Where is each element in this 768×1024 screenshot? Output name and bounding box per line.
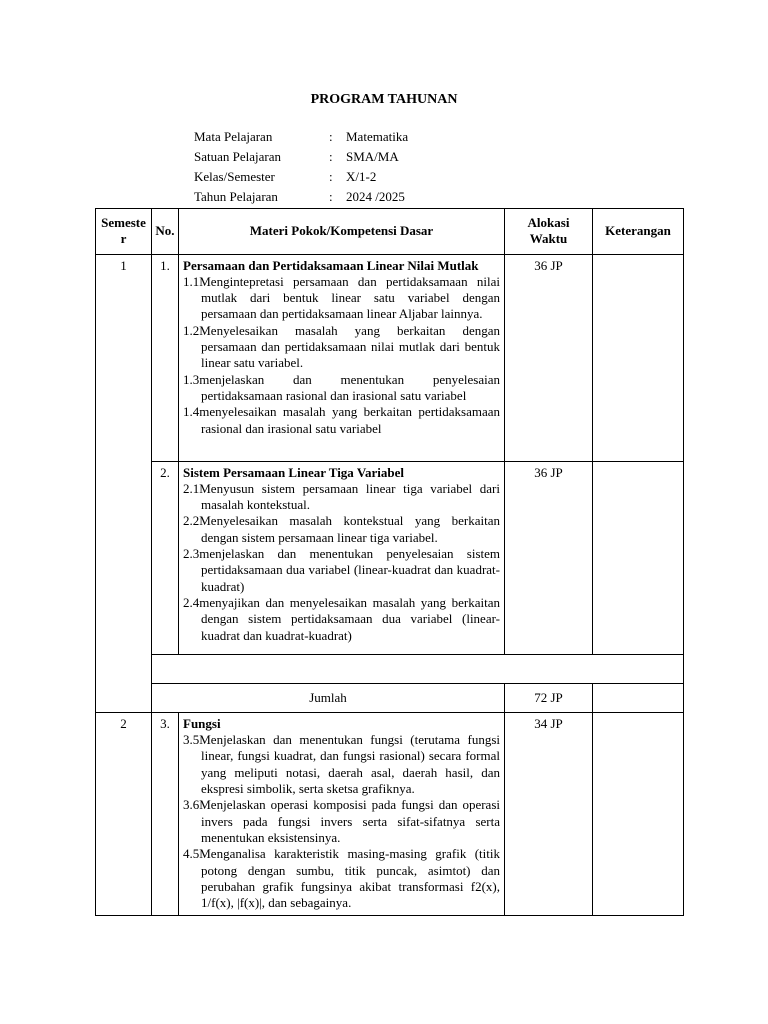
row-number: 2. (152, 461, 179, 654)
materi-cell (179, 254, 505, 461)
header-materi: Materi Pokok/Kompetensi Dasar (179, 209, 505, 255)
row-number: 3. (152, 712, 179, 915)
meta-row-tahun-pelajaran (194, 188, 408, 208)
kd-item: 1.1Mengintepretasi persamaan dan pertidaksamaan nilai mutlak dari bentuk linear satu variabel dengan persamaan dan pertidaksamaan linear Aljabar lainnya. (183, 273, 500, 322)
meta-colon: : (329, 189, 333, 204)
kd-item: 1.4menyelesaikan masalah yang berkaitan pertidaksamaan rasional dan irasional satu variabel (183, 404, 500, 436)
keterangan-cell (593, 254, 684, 461)
header-keterangan: Keterangan (593, 209, 684, 255)
header-alokasi: Alokasi Waktu (505, 209, 593, 255)
topic-title: Fungsi (183, 715, 221, 731)
meta-row-mata-pelajaran (194, 128, 408, 148)
materi-cell (179, 461, 505, 654)
kd-item: 1.2Menyelesaikan masalah yang berkaitan dengan persamaan dan pertidaksamaan nilai mutlak dari bentuk linear satu variabel. (183, 322, 500, 371)
page-title: PROGRAM TAHUNAN (310, 92, 458, 107)
alokasi-cell: 34 JP (505, 712, 593, 915)
topic-title: Persamaan dan Pertidaksamaan Linear Nilai Mutlak (183, 257, 479, 273)
semester-cell: 2 (96, 712, 152, 915)
kd-item: 4.5Menganalisa karakteristik masing-masing grafik (titik potong dengan sumbu, titik puncak, asimtot) dan perubahan grafik fungsinya akibat transformasi f2(x), 1/f(x), |f(x)|, dan sebagainya. (183, 846, 500, 911)
meta-colon: : (329, 149, 333, 164)
keterangan-cell (593, 461, 684, 654)
jumlah-row (96, 683, 684, 712)
table-row (96, 461, 684, 654)
header-no: No. (152, 209, 179, 255)
jumlah-value: 72 JP (505, 683, 593, 712)
table-header-row (96, 209, 684, 255)
program-table (95, 208, 684, 916)
spacer-row (96, 654, 684, 683)
kd-item: 3.6Menjelaskan operasi komposisi pada fungsi dan operasi invers pada fungsi invers serta sifat-sifatnya serta menentukan eksistensinya. (183, 797, 500, 845)
meta-colon: : (329, 169, 333, 184)
materi-cell (179, 712, 505, 915)
meta-colon: : (329, 129, 333, 144)
row-number: 1. (152, 254, 179, 461)
meta-row-kelas-semester (194, 168, 408, 188)
alokasi-cell: 36 JP (505, 254, 593, 461)
jumlah-label: Jumlah (152, 683, 505, 712)
keterangan-cell (593, 712, 684, 915)
kd-item: 2.2Menyelesaikan masalah kontekstual yang berkaitan dengan sistem persamaan linear tiga variabel. (183, 513, 500, 545)
kd-item: 1.3menjelaskan dan menentukan penyelesaian pertidaksamaan rasional dan irasional satu variabel (183, 371, 500, 403)
table-row (96, 712, 684, 915)
meta-value: Matematika (346, 129, 409, 144)
meta-label: Mata Pelajaran (194, 129, 273, 144)
document-meta (194, 128, 408, 208)
kd-item: 2.4menyajikan dan menyelesaikan masalah yang berkaitan dengan sistem pertidaksamaan dua variabel (linear-kuadrat dan kuadrat-kuadrat) (183, 594, 500, 643)
meta-label: Kelas/Semester (194, 169, 275, 184)
kd-item: 3.5Menjelaskan dan menentukan fungsi (terutama fungsi linear, fungsi kuadrat, dan fungsi rasional) secara formal yang meliputi notasi, daerah asal, daerah hasil, dan ekspresi simbolik, serta sketsa grafiknya. (183, 732, 500, 797)
meta-label: Tahun Pelajaran (194, 189, 278, 204)
jumlah-keterangan (593, 683, 684, 712)
kd-item: 2.3menjelaskan dan menentukan penyelesaian sistem pertidaksamaan dua variabel (linear-kuadrat dan kuadrat-kuadrat) (183, 546, 500, 594)
meta-value: X/1-2 (346, 169, 377, 184)
meta-value: 2024 /2025 (346, 189, 405, 204)
kd-item: 2.1Menyusun sistem persamaan linear tiga variabel dari masalah kontekstual. (183, 480, 500, 513)
meta-value: SMA/MA (346, 149, 399, 164)
semester-cell: 1 (96, 254, 152, 712)
table-row (96, 254, 684, 461)
alokasi-cell: 36 JP (505, 461, 593, 654)
topic-title: Sistem Persamaan Linear Tiga Variabel (183, 464, 405, 480)
header-semester: Semester (96, 209, 152, 255)
meta-label: Satuan Pelajaran (194, 149, 281, 164)
spacer-cell (152, 654, 684, 683)
meta-row-satuan-pelajaran (194, 148, 408, 168)
